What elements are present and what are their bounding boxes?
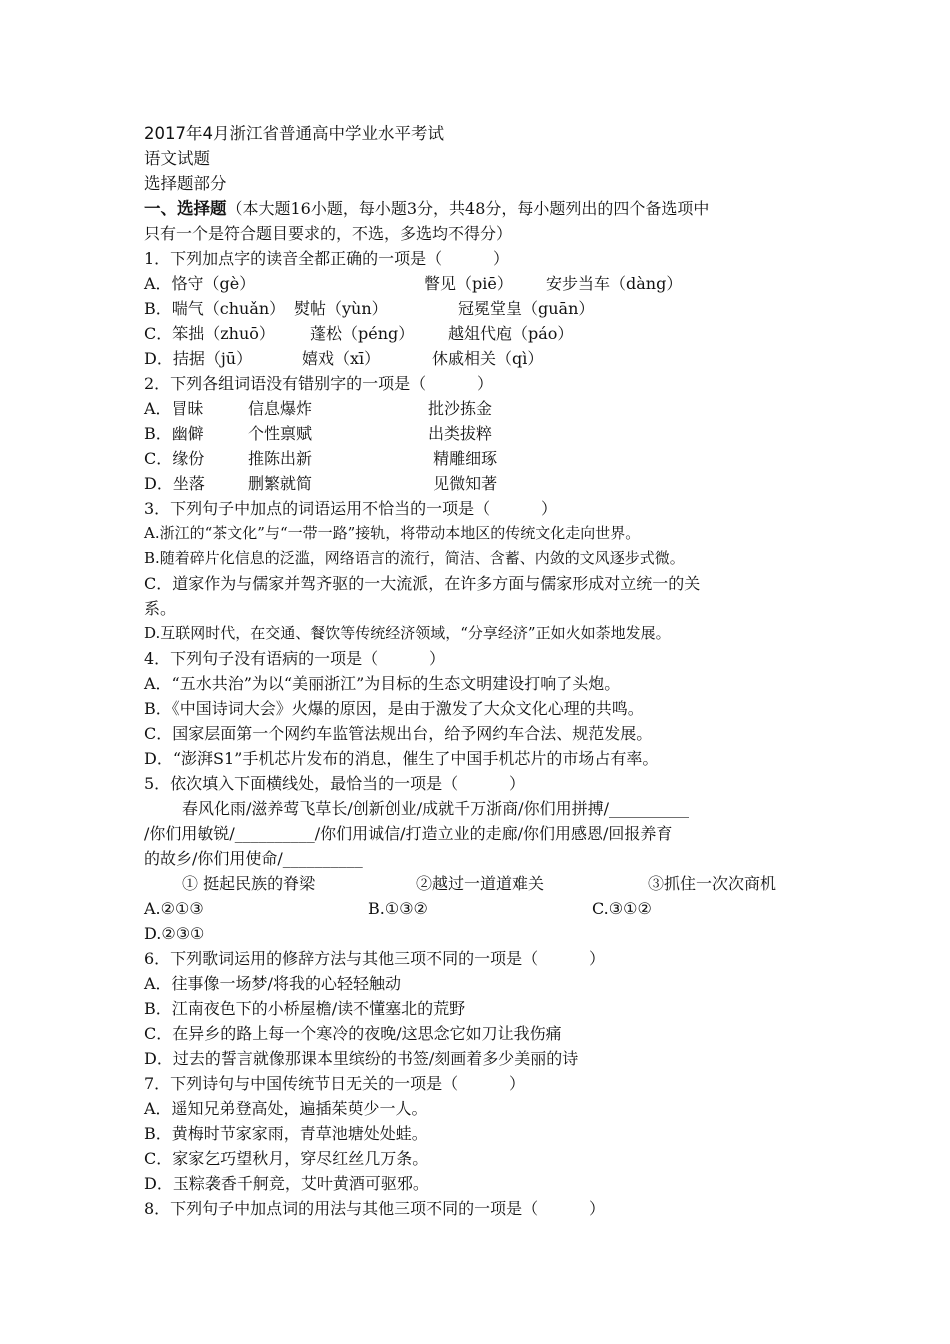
q3-option-c-line2: 系。 [144,599,177,618]
q2-a-word3: 批沙拣金 [428,399,493,418]
q5-options-abc [144,896,814,921]
q5-option-c: C.③①② [592,899,652,918]
q5-passage-line1: 春风化雨/滋养莺飞草长/创新创业/成就千万浙商/你们用拼搏/__________ [182,799,689,818]
q6-option-c: C．在异乡的路上每一个寒冷的夜晚/这思念它如刀让我伤痛 [144,1024,562,1043]
q2-option-d [144,471,814,496]
q4-option-b: B．《中国诗词大会》火爆的原因，是由于激发了大众文化心理的共鸣。 [144,699,644,718]
q2-d-word2: 删繁就简 [248,474,313,493]
q7-option-d: D．玉粽袭香千舸竞，艾叶黄酒可驱邪。 [144,1174,429,1193]
q5-option-a: A.②①③ [144,899,204,918]
q5-option-d: D.②③① [144,924,205,943]
q5-passage-line2: /你们用敏锐/__________/你们用诚信/打造立业的走廊/你们用感恩/回报养育 [144,824,673,843]
q2-b-word1: B．幽僻 [144,424,204,443]
q1-c-item3: 越俎代庖（páo） [448,324,574,343]
q4-stem: 4．下列句子没有语病的一项是（ ） [144,649,446,668]
q3-option-d: D.互联网时代，在交通、餐饮等传统经济领域，“分享经济”正如火如荼地发展。 [144,624,671,642]
q1-d-item2: 嬉戏（xī） [302,349,381,368]
q5-choice-3: ③抓住一次次商机 [648,874,777,893]
q2-b-word3: 出类拔粹 [428,424,493,443]
q4-option-c: C．国家层面第一个网约车监管法规出台，给予网约车合法、规范发展。 [144,724,653,743]
q2-b-word2: 个性禀赋 [248,424,313,443]
q2-option-c [144,446,814,471]
section-instruction-line1: （本大题16小题，每小题3分，共48分，每小题列出的四个备选项中 [226,199,710,218]
section-instruction-line2: 只有一个是符合题目要求的，不选，多选均不得分） [144,224,513,243]
q1-c-item1: C．笨拙（zhuō） [144,324,275,343]
q3-option-c-line1: C．道家作为与儒家并驾齐驱的一大流派，在许多方面与儒家形成对立统一的关 [144,574,701,593]
q1-option-d [144,346,814,371]
q1-b-item3: 冠冕堂皇（guān） [458,299,595,318]
q1-b-item1: B．喘气（chuǎn） [144,299,286,318]
q1-d-item1: D．拮据（jū） [144,349,253,368]
q5-choice-1: ① 挺起民族的脊梁 [182,874,316,893]
q1-b-item2: 熨帖（yùn） [294,299,388,318]
section-header [144,196,814,221]
q6-stem: 6．下列歌词运用的修辞方法与其他三项不同的一项是（ ） [144,949,606,968]
q2-d-word1: D．坐落 [144,474,205,493]
q7-option-b: B．黄梅时节家家雨，青草池塘处处蛙。 [144,1124,428,1143]
q3-stem: 3．下列句子中加点的词语运用不恰当的一项是（ ） [144,499,558,518]
q7-option-a: A．遥知兄弟登高处，遍插茱萸少一人。 [144,1099,428,1118]
q5-option-b: B.①③② [368,899,428,918]
q5-choices [144,871,814,896]
exam-title: 2017年4月浙江省普通高中学业水平考试 [144,124,444,143]
q8-stem: 8．下列句子中加点词的用法与其他三项不同的一项是（ ） [144,1199,606,1218]
q6-option-d: D．过去的誓言就像那课本里缤纷的书签/刻画着多少美丽的诗 [144,1049,579,1068]
q1-stem: 1．下列加点字的读音全都正确的一项是（ ） [144,249,510,268]
q3-option-b: B.随着碎片化信息的泛滥，网络语言的流行，简洁、含蓄、内敛的文风逐步式微。 [144,549,685,567]
q7-option-c: C．家家乞巧望秋月，穿尽红丝几万条。 [144,1149,429,1168]
exam-subject: 语文试题 [144,149,210,168]
q1-c-item2: 蓬松（péng） [310,324,415,343]
q2-c-word1: C．缘份 [144,449,205,468]
exam-document [144,121,814,1221]
q1-d-item3: 休戚相关（qì） [432,349,544,368]
q1-option-c [144,321,814,346]
q2-c-word2: 推陈出新 [248,449,313,468]
q5-choice-2: ②越过一道道难关 [416,874,545,893]
q6-option-b: B．江南夜色下的小桥屋檐/读不懂塞北的荒野 [144,999,466,1018]
q3-option-a: A.浙江的“茶文化”与“一带一路”接轨，将带动本地区的传统文化走向世界。 [144,524,641,542]
q1-option-a [144,271,814,296]
q2-stem: 2．下列各组词语没有错别字的一项是（ ） [144,374,494,393]
q6-option-a: A．往事像一场梦/将我的心轻轻触动 [144,974,401,993]
exam-part: 选择题部分 [144,174,227,193]
section-heading: 一、选择题 [144,199,227,218]
q4-option-d: D．“澎湃S1”手机芯片发布的消息，催生了中国手机芯片的市场占有率。 [144,749,659,768]
q5-stem: 5．依次填入下面横线处，最恰当的一项是（ ） [144,774,526,793]
q2-a-word1: A．冒昧 [144,399,204,418]
q2-option-b [144,421,814,446]
q5-passage-line3: 的故乡/你们用使命/__________ [144,849,363,868]
q1-a-item2: 瞥见（piē） [424,274,513,293]
q2-d-word3: 见微知著 [428,474,498,493]
q1-a-item1: A．恪守（gè） [144,274,256,293]
q7-stem: 7．下列诗句与中国传统节日无关的一项是（ ） [144,1074,526,1093]
q2-option-a [144,396,814,421]
q2-c-word3: 精雕细琢 [428,449,498,468]
q1-a-item3: 安步当车（dàng） [546,274,683,293]
q4-option-a: A．“五水共治”为以“美丽浙江”为目标的生态文明建设打响了头炮。 [144,674,621,693]
q1-option-b [144,296,814,321]
q2-a-word2: 信息爆炸 [248,399,313,418]
